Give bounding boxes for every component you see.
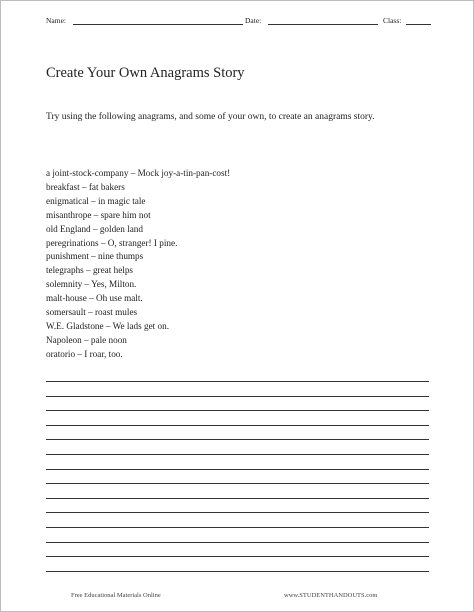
anagram-item: a joint-stock-company – Mock joy-a-tin-pan-cost! — [46, 168, 231, 178]
writing-line — [46, 542, 429, 543]
writing-line — [46, 483, 429, 484]
instructions-text: Try using the following anagrams, and some of your own, to create an anagrams story. — [46, 112, 375, 122]
writing-line — [46, 571, 429, 572]
writing-line — [46, 381, 429, 382]
writing-line — [46, 469, 429, 470]
footer-website: www.STUDENTHANDOUTS.com — [284, 592, 378, 599]
student-info-header — [46, 15, 431, 27]
class-label: Class: — [383, 16, 402, 25]
writing-line — [46, 527, 429, 528]
anagram-item: enigmatical – in magic tale — [46, 195, 146, 206]
writing-line — [46, 512, 429, 513]
anagram-item: solemnity – Yes, Milton. — [46, 279, 137, 290]
anagram-item: Napoleon – pale noon — [46, 334, 127, 345]
writing-line — [46, 498, 429, 499]
anagram-item: old England – golden land — [46, 223, 143, 234]
writing-line — [46, 556, 429, 557]
anagram-item: telegraphs – great helps — [46, 265, 133, 276]
name-blank-line — [73, 24, 243, 25]
anagram-item: punishment – nine thumps — [46, 251, 144, 262]
anagram-item: breakfast – fat bakers — [46, 181, 125, 192]
writing-line — [46, 425, 429, 426]
date-blank-line — [268, 24, 378, 25]
writing-line — [46, 410, 429, 411]
anagram-item: oratorio – I roar, too. — [46, 348, 123, 359]
writing-line — [46, 439, 429, 440]
class-blank-line — [406, 24, 431, 25]
anagram-item: W.E. Gladstone – We lads get on. — [46, 320, 170, 331]
anagram-item: somersault – roast mules — [46, 307, 138, 318]
anagram-item: peregrinations – O, stranger! I pine. — [46, 237, 178, 248]
date-label: Date: — [245, 16, 262, 25]
anagram-item: malt-house – Oh use malt. — [46, 293, 143, 304]
anagram-item: misanthrope – spare him not — [46, 209, 151, 220]
worksheet-title: Create Your Own Anagrams Story — [46, 65, 245, 81]
footer-tagline: Free Educational Materials Online — [71, 592, 161, 599]
writing-line — [46, 396, 429, 397]
name-label: Name: — [46, 16, 66, 25]
writing-line — [46, 454, 429, 455]
anagram-list — [46, 167, 230, 362]
